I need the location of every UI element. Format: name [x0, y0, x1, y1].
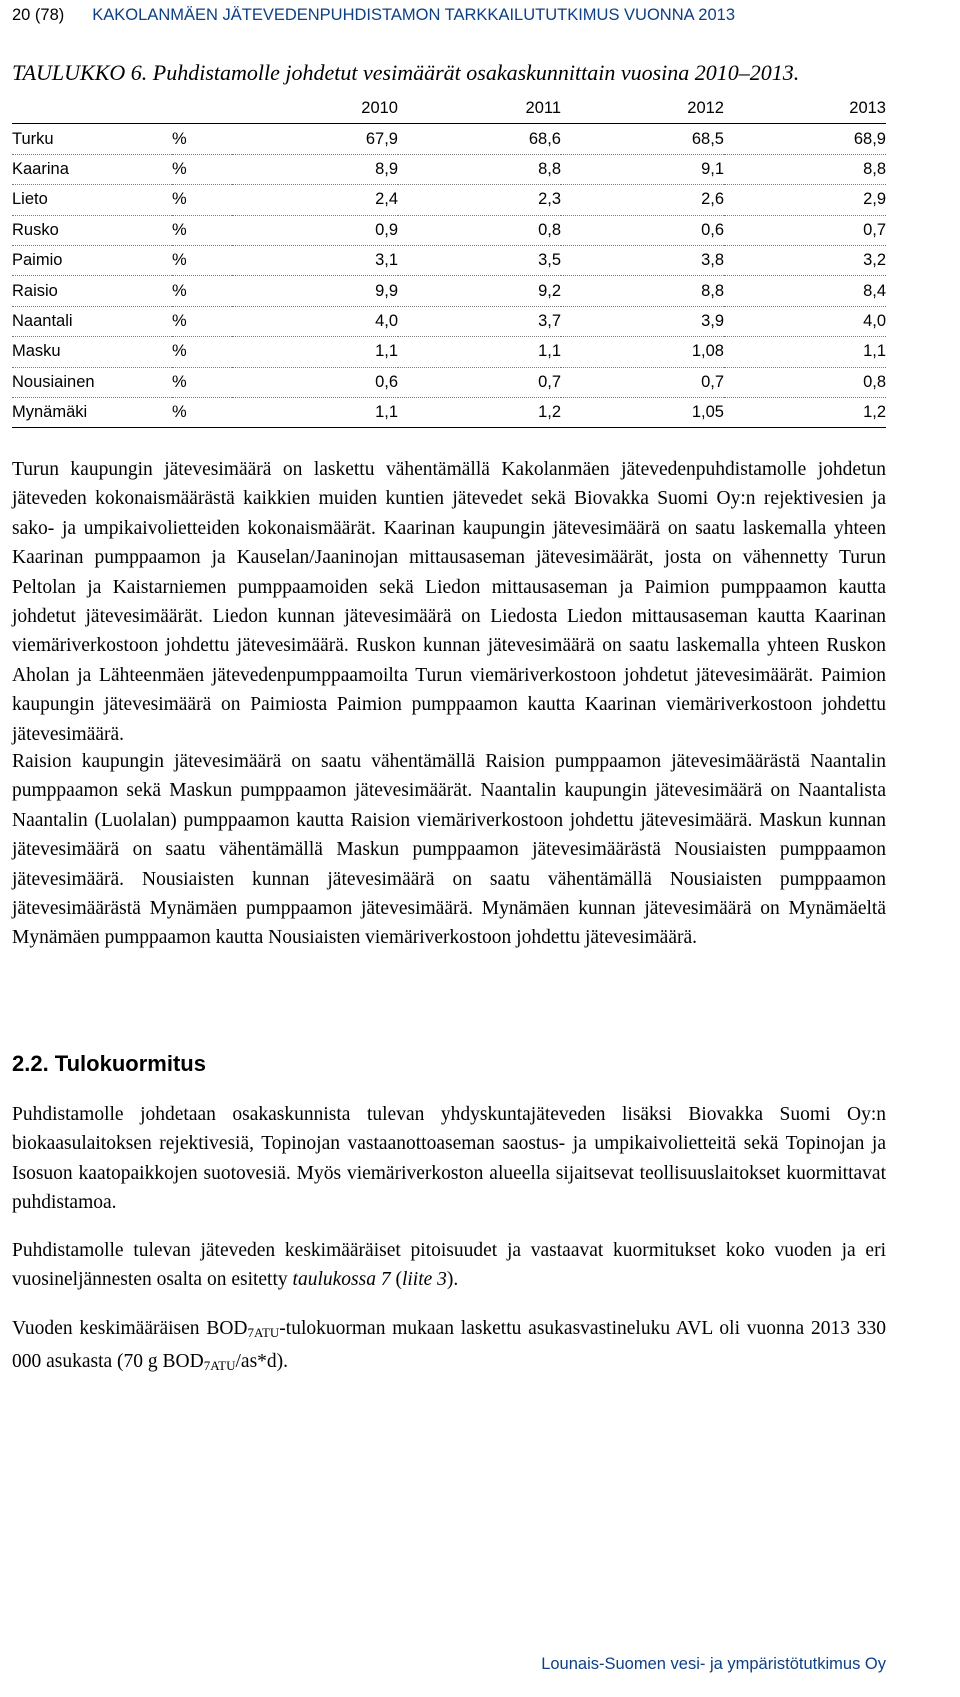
row-unit: % — [172, 154, 232, 184]
row-value-2010: 9,9 — [232, 276, 398, 306]
row-value-2011: 1,2 — [398, 397, 561, 427]
header-year-2012: 2012 — [561, 94, 724, 124]
row-value-2011: 2,3 — [398, 185, 561, 215]
water-volume-table — [12, 94, 886, 428]
row-value-2012: 0,6 — [561, 215, 724, 245]
row-value-2010: 0,9 — [232, 215, 398, 245]
row-value-2012: 68,5 — [561, 124, 724, 154]
table-row — [12, 397, 886, 427]
row-value-2012: 9,1 — [561, 154, 724, 184]
row-unit: % — [172, 185, 232, 215]
row-value-2012: 1,08 — [561, 337, 724, 367]
table-reference-link[interactable]: taulukossa 7 — [292, 1269, 391, 1291]
row-value-2010: 0,6 — [232, 367, 398, 397]
row-unit: % — [172, 306, 232, 336]
table-row — [12, 215, 886, 245]
p5-text-1: Vuoden keskimääräisen BOD — [12, 1318, 248, 1339]
header-year-2010: 2010 — [232, 94, 398, 124]
row-value-2011: 0,7 — [398, 367, 561, 397]
p4-text-mid: ( — [390, 1269, 402, 1291]
row-value-2012: 2,6 — [561, 185, 724, 215]
row-value-2010: 3,1 — [232, 245, 398, 275]
row-unit: % — [172, 124, 232, 154]
row-value-2012: 1,05 — [561, 397, 724, 427]
table-caption: TAULUKKO 6. Puhdistamolle johdetut vesimäärät osakaskunnittain vuosina 2010–2013. — [12, 60, 800, 85]
row-unit: % — [172, 367, 232, 397]
row-value-2013: 8,4 — [724, 276, 886, 306]
table-row — [12, 337, 886, 367]
p4-text-before: Puhdistamolle tulevan jäteveden keskimääräiset pitoisuudet ja vastaavat kuormitukset koko vuoden ja eri vuosineljännesten osalta on esitetty — [12, 1240, 886, 1291]
row-value-2013: 68,9 — [724, 124, 886, 154]
row-municipality: Kaarina — [12, 154, 172, 184]
p5-text-2: -tulokuorman mukaan laskettu asukasvastineluku AVL oli vuonna 2013 330 000 asukasta (70 g BOD — [12, 1318, 887, 1373]
row-value-2011: 3,5 — [398, 245, 561, 275]
paragraph-municipal-calculation: Turun kaupungin jätevesimäärä on laskettu vähentämällä Kakolanmäen jätevedenpuhdistamolle johdetun jäteveden kokonaismäärästä kaikkien muiden kuntien jätevedet sekä Biovakka Suomi Oy:n rejektivesien ja sako- ja umpikaivolietteiden kokonaismäärät. Kaarinan kaupungin jätevesimäärä on saatu laskemalla yhteen Kaarinan pumppaamon ja Kauselan/Jaaninojan mittausaseman jätevesimäärät, josta on vähennetty Turun Peltolan ja Kaistarniemen pumppaamoiden sekä Liedon mittausaseman ja Paimion pumppaamon kautta johdetut jätevesimäärät. Liedon kunnan jätevesimäärä on Liedosta Liedon mittausaseman kautta Kaarinan viemäriverkostoon johdettu jätevesimäärä. Ruskon kunnan jätevesimäärä on saatu laskemalla yhteen Ruskon Aholan ja Lähteenmäen jätevedenpumppaamoilta Turun viemäriverkostoon johdetut jätevesimäärät. Paimion kaupungin jätevesimäärä on Paimiosta Paimion pumppaamon kautta Kaarinan viemäriverkostoon johdettu jätevesimäärä. — [12, 459, 886, 745]
row-value-2010: 67,9 — [232, 124, 398, 154]
p5-text-3: /as*d). — [235, 1351, 289, 1373]
row-value-2013: 1,1 — [724, 337, 886, 367]
row-value-2011: 0,8 — [398, 215, 561, 245]
row-municipality: Rusko — [12, 215, 172, 245]
row-value-2010: 1,1 — [232, 337, 398, 367]
row-unit: % — [172, 245, 232, 275]
table-row — [12, 185, 886, 215]
row-value-2010: 2,4 — [232, 185, 398, 215]
row-unit: % — [172, 215, 232, 245]
table-row — [12, 245, 886, 275]
row-municipality: Raisio — [12, 276, 172, 306]
table-row — [12, 276, 886, 306]
paragraph-population-equivalent — [12, 1314, 886, 1381]
row-value-2011: 3,7 — [398, 306, 561, 336]
row-value-2012: 3,9 — [561, 306, 724, 336]
row-municipality: Mynämäki — [12, 397, 172, 427]
header-year-2011: 2011 — [398, 94, 561, 124]
table-row — [12, 124, 886, 154]
header-year-2013: 2013 — [724, 94, 886, 124]
table-header-row — [12, 94, 886, 124]
row-municipality: Masku — [12, 337, 172, 367]
row-value-2011: 68,6 — [398, 124, 561, 154]
table-row — [12, 367, 886, 397]
row-value-2010: 1,1 — [232, 397, 398, 427]
row-value-2013: 4,0 — [724, 306, 886, 336]
row-value-2013: 3,2 — [724, 245, 886, 275]
row-unit: % — [172, 276, 232, 306]
document-title: KAKOLANMÄEN JÄTEVEDENPUHDISTAMON TARKKAILUTUTKIMUS VUONNA 2013 — [92, 6, 736, 24]
row-value-2013: 2,9 — [724, 185, 886, 215]
row-value-2011: 9,2 — [398, 276, 561, 306]
row-value-2013: 8,8 — [724, 154, 886, 184]
paragraph-concentrations — [12, 1236, 886, 1295]
paragraph-raisio-calculation: Raision kaupungin jätevesimäärä on saatu vähentämällä Raision pumppaamon jätevesimäärästä Naantalin pumppaamon sekä Maskun pumppaamon jätevesimäärät. Naantalin kaupungin jätevesimäärä on Naantalista Naantalin (Luolalan) pumppaamon kautta Raision viemäriverkostoon johdettu jätevesimäärä. Maskun kunnan jätevesimäärä on saatu vähentämällä Maskun pumppaamon jätevesimäärästä Nousiaisten pumppaamon jätevesimäärä. Nousiaisten kunnan jätevesimäärä on saatu vähentämällä Nousiaisten pumppaamon jätevesimäärästä Mynämäen pumppaamon jätevesimäärä. Mynämäen kunnan jätevesimäärä on Mynämäeltä Mynämäen pumppaamon kautta Nousiaisten viemäriverkostoon johdettu jätevesimäärä. — [12, 751, 886, 949]
bod-subscript: 7ATU — [203, 1358, 236, 1374]
bod-subscript: 7ATU — [247, 1325, 280, 1340]
row-municipality: Lieto — [12, 185, 172, 215]
row-value-2011: 1,1 — [398, 337, 561, 367]
section-heading: 2.2. Tulokuormitus — [12, 1051, 206, 1076]
row-municipality: Paimio — [12, 245, 172, 275]
row-value-2012: 8,8 — [561, 276, 724, 306]
page-footer: Lounais-Suomen vesi- ja ympäristötutkimus Oy — [541, 1655, 886, 1673]
appendix-reference-link[interactable]: liite 3 — [401, 1269, 447, 1291]
table-row — [12, 154, 886, 184]
row-unit: % — [172, 337, 232, 367]
row-value-2010: 4,0 — [232, 306, 398, 336]
row-value-2012: 0,7 — [561, 367, 724, 397]
row-value-2013: 1,2 — [724, 397, 886, 427]
table-row — [12, 306, 886, 336]
row-value-2011: 8,8 — [398, 154, 561, 184]
header-municipality — [12, 94, 172, 124]
row-value-2012: 3,8 — [561, 245, 724, 275]
row-unit: % — [172, 397, 232, 427]
p4-text-after: ). — [446, 1269, 459, 1291]
paragraph-incoming-load: Puhdistamolle johdetaan osakaskunnista tulevan yhdyskuntajäteveden lisäksi Biovakka Suomi Oy:n biokaasulaitoksen rejektivesiä, Topinojan vastaanottoaseman saostus- ja umpikaivolietteitä sekä Topinojan ja Isosuon kaatopaikkojen suotovesiä. Myös viemäriverkoston alueella sijaitsevat teollisuuslaitokset kuormittavat puhdistamoa. — [12, 1104, 886, 1214]
row-value-2010: 8,9 — [232, 154, 398, 184]
page-number: 20 (78) — [12, 6, 65, 24]
header-unit — [172, 94, 232, 124]
row-municipality: Turku — [12, 124, 172, 154]
row-municipality: Naantali — [12, 306, 172, 336]
row-value-2013: 0,8 — [724, 367, 886, 397]
page-header — [12, 6, 948, 25]
row-value-2013: 0,7 — [724, 215, 886, 245]
row-municipality: Nousiainen — [12, 367, 172, 397]
